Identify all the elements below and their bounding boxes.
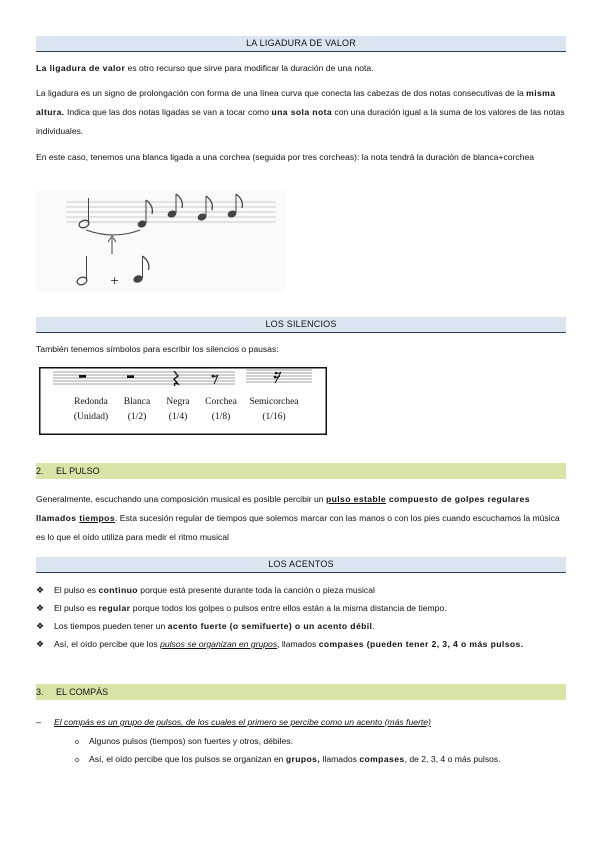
bold-term: continuo (98, 585, 138, 595)
heading-ligadura-text: LA LIGADURA DE VALOR (246, 38, 356, 48)
text: Algunos pulsos (tiempos) son fuertes y otros, débiles. (89, 736, 293, 746)
rest-value: (1/4) (168, 412, 188, 422)
text: porque está presente durante toda la canción o pieza musical (137, 585, 375, 595)
italic-underlined-text: El compás es un grupo de pulsos, de los cuales el primero se percibe como un acento (más fuerte) (54, 717, 431, 727)
heading-acentos-text: LOS ACENTOS (268, 559, 334, 569)
diamond-bullet-icon: ❖ (36, 585, 45, 595)
diamond-bullet-icon: ❖ (36, 621, 45, 631)
rest-name: Blanca (123, 397, 151, 407)
text: con una duración igual a la suma de los valores de las notas individuales. (36, 107, 565, 136)
heading-compas (36, 684, 566, 700)
text: . (372, 621, 375, 631)
text: Así, el oído percibe que los pulsos se organizan en (89, 754, 286, 764)
list-item (36, 617, 566, 635)
rest-name: Negra (166, 397, 190, 407)
bold-term: compuesto de golpes regulares llamados (36, 494, 530, 523)
text: Así, el oído percibe que los (54, 639, 161, 649)
plus-sign: + (110, 274, 120, 287)
text: Los tiempos pueden tener un (54, 621, 168, 631)
bold-term: compases (359, 754, 405, 764)
section-number: 2. (36, 466, 44, 476)
list-item (36, 635, 566, 653)
text: porque todos los golpes o pulsos entre ellos están a la misma distancia de tiempo. (130, 603, 447, 613)
bold-term: regular (98, 603, 131, 613)
paragraph-silencios-intro (36, 340, 566, 359)
list-item (36, 713, 566, 731)
half-rest-icon (127, 375, 134, 378)
section-number: 3. (36, 687, 44, 697)
bold-term: grupos, (285, 754, 321, 764)
heading-ligadura (36, 36, 566, 52)
paragraph-ligadura-example (36, 148, 566, 167)
circle-bullet-icon: o (75, 739, 79, 746)
paragraph-pulso (36, 490, 566, 547)
text: La ligadura es un signo de prolongación con forma de una línea curva que conecta las cabezas de dos notas consecutivas de la (36, 88, 527, 98)
circle-bullet-icon: o (75, 757, 79, 764)
text: , llamados (277, 639, 319, 649)
italic-underlined-term: pulsos se organizan en grupos (160, 639, 278, 649)
list-item (36, 581, 566, 599)
bold-underlined-term: tiempos (79, 513, 115, 523)
rest-value: (1/16) (262, 412, 286, 422)
bold-term: La ligadura de valor (36, 63, 126, 73)
rest-value: (Unidad) (73, 412, 109, 422)
text: es otro recurso que sirve para modificar la duración de una nota. (125, 63, 374, 73)
list-item (75, 750, 575, 770)
text: Indica que las dos notas ligadas se van a tocar como (64, 107, 272, 117)
rest-name: Redonda (74, 397, 108, 407)
text: , de 2, 3, 4 o más pulsos. (404, 754, 501, 764)
rest-value: (1/2) (127, 412, 147, 422)
rest-name: Corchea (205, 397, 237, 407)
dash-bullet-icon: – (36, 717, 42, 727)
heading-pulso-text: EL PULSO (56, 466, 100, 476)
bold-term: misma altura. (36, 88, 556, 117)
text: Generalmente, escuchando una composición musical es posible percibir un (36, 494, 326, 504)
text: El pulso es (54, 585, 99, 595)
bold-term: una sola nota (271, 107, 333, 117)
text: En este caso, tenemos una blanca ligada a una corchea (seguida por tres corcheas): la nota tendrá la duración de blanca+corchea (36, 152, 535, 162)
bold-underlined-term: pulso estable (325, 494, 387, 504)
paragraph-ligadura-definition (36, 84, 566, 141)
text: . Esta sucesión regular de tiempos que solemos marcar con las manos o con los pies cuando escuchamos la música es lo que el oído utiliza para medir el ritmo musical (36, 513, 560, 542)
rests-illustration (39, 367, 327, 435)
heading-compas-text: EL COMPÁS (56, 687, 109, 697)
whole-rest-icon (79, 375, 86, 378)
heading-silencios (36, 317, 566, 333)
diamond-bullet-icon: ❖ (36, 639, 45, 649)
heading-silencios-text: LOS SILENCIOS (265, 319, 337, 329)
text: llamados (320, 754, 360, 764)
heading-pulso (36, 463, 566, 479)
bold-term: acento fuerte (o semifuerte) o un acento débil (167, 621, 373, 631)
diamond-bullet-icon: ❖ (36, 603, 45, 613)
tie-example-illustration (36, 190, 286, 292)
list-item (75, 732, 575, 752)
rest-value: (1/8) (211, 412, 231, 422)
bold-term: compases (pueden tener 2, 3, 4 o más pulsos. (318, 639, 524, 649)
text: El pulso es (54, 603, 99, 613)
paragraph-ligadura-intro (36, 59, 566, 78)
list-item (36, 599, 566, 617)
heading-acentos (36, 557, 566, 573)
rest-name: Semicorchea (249, 397, 299, 407)
text: También tenemos símbolos para escribir los silencios o pausas: (36, 344, 279, 354)
